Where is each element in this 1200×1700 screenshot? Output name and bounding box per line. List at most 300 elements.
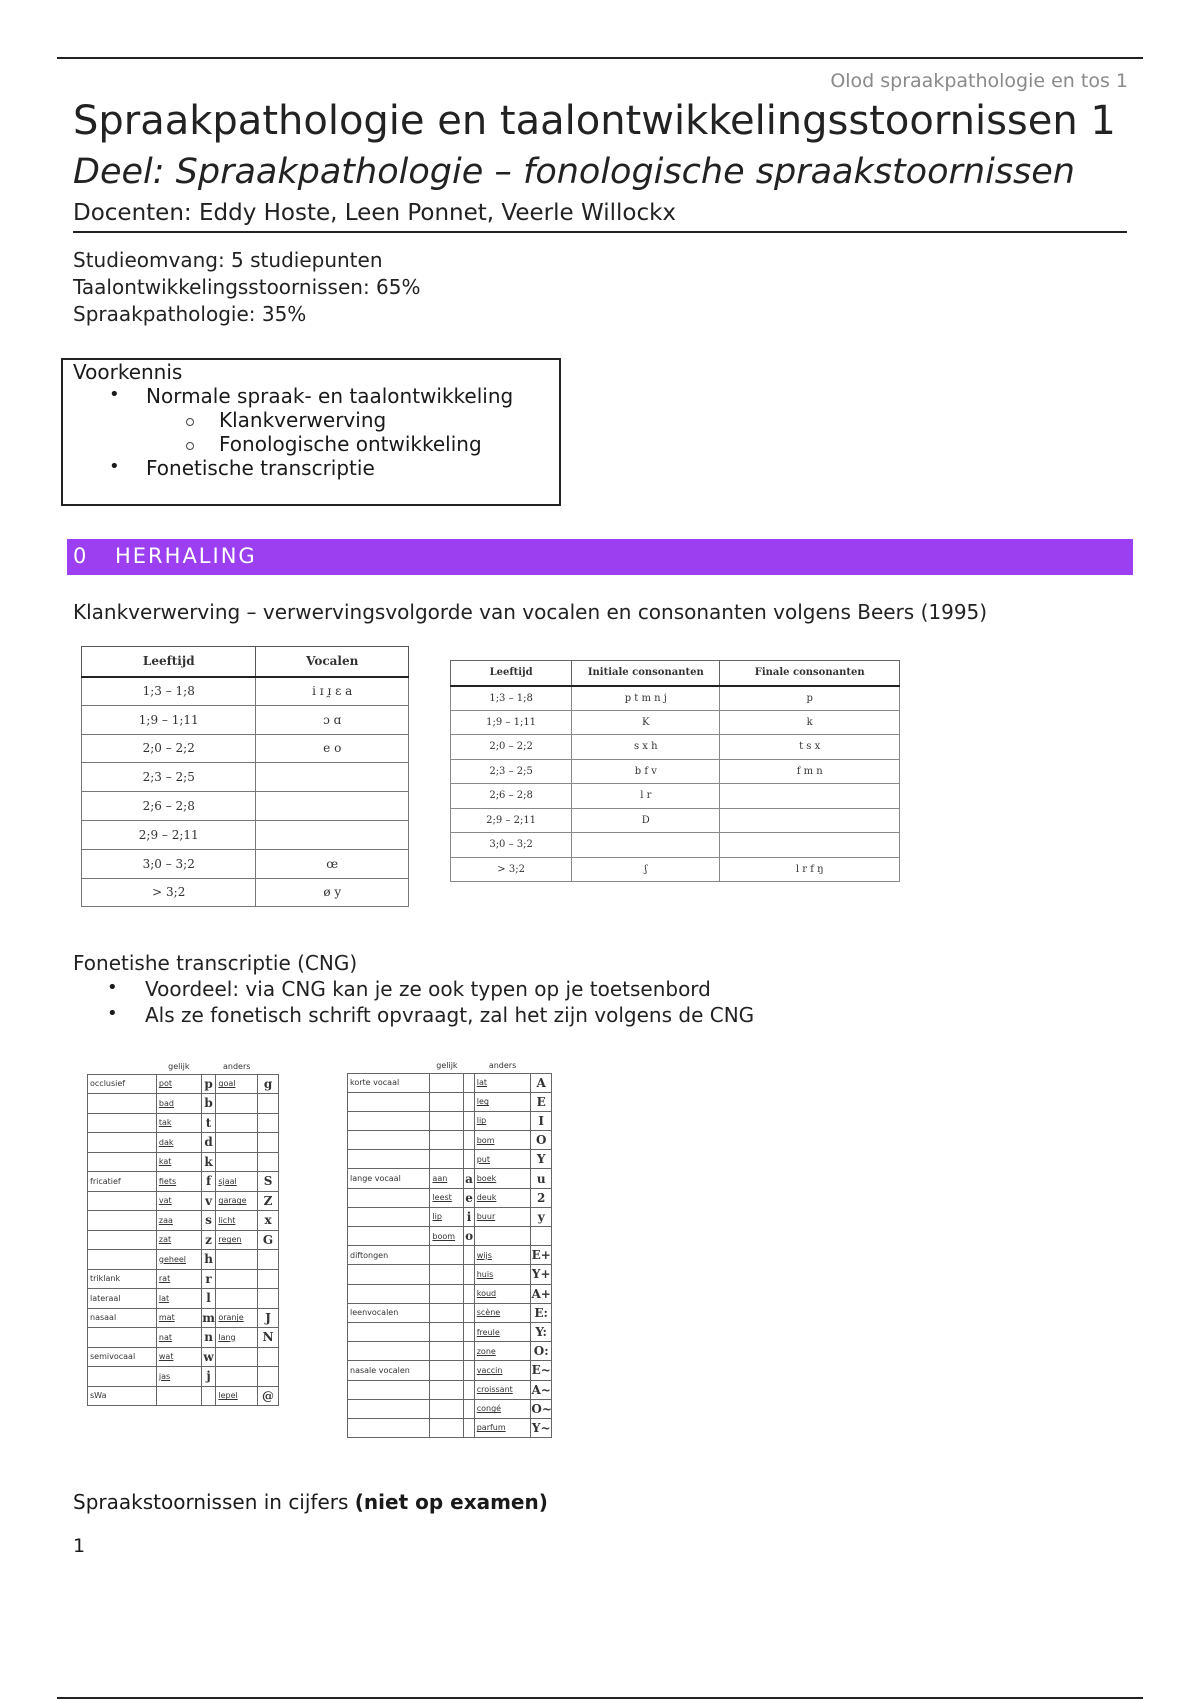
table-cell xyxy=(258,1094,279,1114)
table-cell: lange vocaal xyxy=(348,1169,430,1188)
table-header: gelijk xyxy=(168,1061,190,1071)
table-header: Initiale consonanten xyxy=(572,661,720,686)
table-cell xyxy=(258,1367,279,1387)
voorkennis-item: Normale spraak- en taalontwikkeling xyxy=(146,384,514,408)
table-header xyxy=(464,1058,474,1073)
table-row xyxy=(88,1386,279,1406)
table-row xyxy=(348,1303,552,1322)
table-cell: D xyxy=(572,808,720,833)
table-cell: bad xyxy=(156,1094,201,1114)
table-cell xyxy=(216,1094,258,1114)
table-cell: O~ xyxy=(531,1399,552,1418)
table-cell: p t m n j xyxy=(572,686,720,711)
table-cell xyxy=(216,1113,258,1133)
table-row xyxy=(451,857,900,882)
table-cell: r xyxy=(201,1269,216,1289)
table-cell xyxy=(430,1265,464,1284)
table-cell: deuk xyxy=(474,1188,531,1207)
table-cell: nasaal xyxy=(88,1308,157,1328)
table-cell: x xyxy=(258,1211,279,1231)
table-cell: 2;6 – 2;8 xyxy=(451,784,572,809)
table-row xyxy=(82,763,409,792)
table-cell xyxy=(256,820,409,849)
table-cell: lat xyxy=(474,1073,531,1092)
table-cell: zone xyxy=(474,1342,531,1361)
table-cell xyxy=(348,1342,430,1361)
table-row xyxy=(348,1361,552,1380)
table-row xyxy=(82,677,409,706)
table-cell: occlusief xyxy=(88,1074,157,1094)
table-cell: Y: xyxy=(531,1322,552,1341)
voorkennis-subitem: Klankverwerving xyxy=(219,408,387,432)
table-cell xyxy=(430,1284,464,1303)
table-cell: ʃ xyxy=(572,857,720,882)
table-cell: g xyxy=(258,1074,279,1094)
table-cell: garage xyxy=(216,1191,258,1211)
table-cell: d xyxy=(201,1133,216,1153)
table-cell: regen xyxy=(216,1230,258,1250)
table-header xyxy=(348,1058,430,1073)
table-header: Leeftijd xyxy=(451,661,572,686)
table-row xyxy=(348,1380,552,1399)
info-spraak: Spraakpathologie: 35% xyxy=(73,302,307,326)
table-cell xyxy=(258,1152,279,1172)
table-cell xyxy=(256,763,409,792)
table-row xyxy=(88,1172,279,1192)
table-cell: n xyxy=(201,1328,216,1348)
table-row xyxy=(348,1169,552,1188)
table-cell: rat xyxy=(156,1269,201,1289)
table-cell xyxy=(348,1284,430,1303)
table-cell: 2;0 – 2;2 xyxy=(82,734,256,763)
table-cell: aan xyxy=(430,1169,464,1188)
table-cell xyxy=(430,1418,464,1437)
info-studieomvang: Studieomvang: 5 studiepunten xyxy=(73,248,383,272)
table-header: Leeftijd xyxy=(82,647,256,677)
table-cell xyxy=(430,1111,464,1130)
table-cell: semivocaal xyxy=(88,1347,157,1367)
table-row xyxy=(348,1418,552,1437)
table-cell xyxy=(720,784,900,809)
table-cell: bom xyxy=(474,1131,531,1150)
table-row xyxy=(88,1074,279,1094)
table-header: anders xyxy=(488,1060,517,1070)
table-cell: lip xyxy=(430,1207,464,1226)
table-cell xyxy=(88,1191,157,1211)
table-row xyxy=(88,1250,279,1270)
table-row xyxy=(82,792,409,821)
table-cell: t xyxy=(201,1113,216,1133)
table-cell: I xyxy=(531,1111,552,1130)
table-cell: 2;9 – 2;11 xyxy=(451,808,572,833)
table-cell: goal xyxy=(216,1074,258,1094)
table-row xyxy=(348,1111,552,1130)
table-row xyxy=(348,1284,552,1303)
table-cell: Y~ xyxy=(531,1418,552,1437)
table-cell: jas xyxy=(156,1367,201,1387)
table-cell xyxy=(88,1230,157,1250)
table-cell: parfum xyxy=(474,1418,531,1437)
table-cell xyxy=(464,1111,474,1130)
table-cell: 2;3 – 2;5 xyxy=(451,759,572,784)
table-cell: lip xyxy=(474,1111,531,1130)
table-cell: 1;9 – 1;11 xyxy=(82,705,256,734)
table-cell: J xyxy=(258,1308,279,1328)
table-row xyxy=(88,1328,279,1348)
table-cell: diftongen xyxy=(348,1246,430,1265)
table-cell: congé xyxy=(474,1399,531,1418)
consonanten-table xyxy=(450,660,900,882)
table-row xyxy=(88,1347,279,1367)
table-cell: i ɪ ɪ̯ ɛ a xyxy=(256,677,409,706)
table-cell xyxy=(430,1342,464,1361)
table-cell xyxy=(88,1113,157,1133)
table-cell xyxy=(464,1150,474,1169)
table-cell: kat xyxy=(156,1152,201,1172)
table-cell xyxy=(201,1386,216,1406)
table-cell: 3;0 – 3;2 xyxy=(82,849,256,878)
table-cell xyxy=(156,1386,201,1406)
table-cell: nasale vocalen xyxy=(348,1361,430,1380)
table-cell xyxy=(348,1188,430,1207)
table-row xyxy=(82,734,409,763)
table-row xyxy=(348,1131,552,1150)
title-rule xyxy=(73,231,1127,233)
cng-consonant-table xyxy=(87,1059,279,1406)
table-cell xyxy=(464,1092,474,1111)
table-cell: œ xyxy=(256,849,409,878)
table-cell: l r f ŋ xyxy=(720,857,900,882)
table-cell: wat xyxy=(156,1347,201,1367)
table-cell: lang xyxy=(216,1328,258,1348)
table-row xyxy=(348,1150,552,1169)
table-cell xyxy=(88,1211,157,1231)
table-cell: lepel xyxy=(216,1386,258,1406)
table-cell: triklank xyxy=(88,1269,157,1289)
table-cell xyxy=(464,1380,474,1399)
page-number: 1 xyxy=(73,1535,86,1557)
table-cell: mat xyxy=(156,1308,201,1328)
table-cell xyxy=(348,1150,430,1169)
table-cell xyxy=(430,1131,464,1150)
table-cell: oranje xyxy=(216,1308,258,1328)
teachers-line: Docenten: Eddy Hoste, Leen Ponnet, Veerle Willockx xyxy=(73,200,677,226)
circle-bullet-icon xyxy=(186,418,194,426)
table-cell xyxy=(348,1418,430,1437)
table-row xyxy=(82,820,409,849)
table-cell: w xyxy=(201,1347,216,1367)
table-header: Vocalen xyxy=(256,647,409,677)
table-cell xyxy=(216,1367,258,1387)
voorkennis-subitem: Fonologische ontwikkeling xyxy=(219,432,482,456)
table-cell xyxy=(464,1361,474,1380)
table-cell xyxy=(531,1227,552,1246)
table-cell: boek xyxy=(474,1169,531,1188)
table-cell xyxy=(464,1303,474,1322)
table-cell: s x h xyxy=(572,735,720,760)
table-row xyxy=(88,1269,279,1289)
table-cell: 1;3 – 1;8 xyxy=(451,686,572,711)
table-cell xyxy=(430,1092,464,1111)
table-cell: u xyxy=(531,1169,552,1188)
table-cell: O xyxy=(531,1131,552,1150)
table-cell xyxy=(464,1322,474,1341)
table-cell: 3;0 – 3;2 xyxy=(451,833,572,858)
table-row xyxy=(88,1289,279,1309)
table-cell: put xyxy=(474,1150,531,1169)
table-cell: h xyxy=(201,1250,216,1270)
table-row xyxy=(348,1227,552,1246)
table-cell xyxy=(464,1399,474,1418)
table-cell: dak xyxy=(156,1133,201,1153)
table-cell: huis xyxy=(474,1265,531,1284)
table-row xyxy=(88,1152,279,1172)
table-cell xyxy=(430,1303,464,1322)
table-cell: 1;9 – 1;11 xyxy=(451,710,572,735)
table-cell: leg xyxy=(474,1092,531,1111)
table-cell: pot xyxy=(156,1074,201,1094)
bottom-rule xyxy=(57,1697,1143,1699)
table-cell: zat xyxy=(156,1230,201,1250)
table-cell: s xyxy=(201,1211,216,1231)
table-cell: k xyxy=(201,1152,216,1172)
table-cell: p xyxy=(201,1074,216,1094)
table-cell xyxy=(88,1152,157,1172)
table-cell: i xyxy=(464,1207,474,1226)
table-cell: E xyxy=(531,1092,552,1111)
circle-bullet-icon xyxy=(186,442,194,450)
table-cell xyxy=(348,1207,430,1226)
table-row xyxy=(451,808,900,833)
table-cell: scène xyxy=(474,1303,531,1322)
table-row xyxy=(451,833,900,858)
table-cell xyxy=(258,1269,279,1289)
table-cell: Y xyxy=(531,1150,552,1169)
table-cell: G xyxy=(258,1230,279,1250)
table-cell xyxy=(348,1111,430,1130)
table-cell xyxy=(348,1265,430,1284)
table-cell: O: xyxy=(531,1342,552,1361)
table-cell: buur xyxy=(474,1207,531,1226)
table-row xyxy=(88,1211,279,1231)
table-row xyxy=(348,1322,552,1341)
table-cell: k xyxy=(720,710,900,735)
document-title: Spraakpathologie en taalontwikkelingsstoornissen 1 xyxy=(73,98,1116,144)
table-cell: Y+ xyxy=(531,1265,552,1284)
table-cell xyxy=(348,1380,430,1399)
table-cell: freule xyxy=(474,1322,531,1341)
klankverwerving-heading: Klankverwerving – verwervingsvolgorde van vocalen en consonanten volgens Beers (1995) xyxy=(73,600,988,624)
table-cell: @ xyxy=(258,1386,279,1406)
table-cell: koud xyxy=(474,1284,531,1303)
table-cell: p xyxy=(720,686,900,711)
table-cell xyxy=(258,1289,279,1309)
table-cell xyxy=(216,1347,258,1367)
table-cell: ɔ ɑ xyxy=(256,705,409,734)
running-head: Olod spraakpathologie en tos 1 xyxy=(830,70,1128,92)
voorkennis-item: Fonetische transcriptie xyxy=(146,456,375,480)
table-row xyxy=(88,1094,279,1114)
cng-bullet: Als ze fonetisch schrift opvraagt, zal het zijn volgens de CNG xyxy=(145,1003,755,1027)
vocalen-table xyxy=(81,646,409,907)
table-cell: lat xyxy=(156,1289,201,1309)
table-cell: A+ xyxy=(531,1284,552,1303)
section-number: 0 xyxy=(73,544,89,568)
table-cell xyxy=(464,1342,474,1361)
table-row xyxy=(88,1308,279,1328)
table-cell xyxy=(430,1361,464,1380)
table-cell: K xyxy=(572,710,720,735)
table-cell: leest xyxy=(430,1188,464,1207)
table-cell xyxy=(348,1227,430,1246)
table-row xyxy=(82,705,409,734)
table-cell xyxy=(216,1152,258,1172)
table-cell xyxy=(258,1133,279,1153)
table-cell: E~ xyxy=(531,1361,552,1380)
table-row xyxy=(348,1092,552,1111)
table-cell xyxy=(572,833,720,858)
table-row xyxy=(348,1342,552,1361)
table-row xyxy=(451,759,900,784)
table-cell: zaa xyxy=(156,1211,201,1231)
table-cell xyxy=(464,1284,474,1303)
table-cell: t s x xyxy=(720,735,900,760)
table-cell: fricatief xyxy=(88,1172,157,1192)
table-cell: leenvocalen xyxy=(348,1303,430,1322)
info-taal: Taalontwikkelingsstoornissen: 65% xyxy=(73,275,421,299)
bullet-icon: • xyxy=(107,1003,118,1024)
table-cell: b f v xyxy=(572,759,720,784)
table-cell xyxy=(464,1265,474,1284)
cng-vowel-table xyxy=(347,1058,552,1438)
table-cell xyxy=(216,1250,258,1270)
table-cell: m xyxy=(201,1308,216,1328)
table-cell: v xyxy=(201,1191,216,1211)
table-row xyxy=(451,686,900,711)
table-row xyxy=(88,1133,279,1153)
table-cell xyxy=(88,1133,157,1153)
table-cell: f m n xyxy=(720,759,900,784)
table-cell: o xyxy=(464,1227,474,1246)
table-cell: e xyxy=(464,1188,474,1207)
table-cell xyxy=(256,792,409,821)
table-cell: S xyxy=(258,1172,279,1192)
table-row xyxy=(451,710,900,735)
table-cell xyxy=(720,833,900,858)
bullet-icon: • xyxy=(109,384,120,405)
table-cell: y xyxy=(531,1207,552,1226)
table-row xyxy=(88,1191,279,1211)
table-row xyxy=(82,849,409,878)
bullet-icon: • xyxy=(107,977,118,998)
top-rule xyxy=(57,57,1143,59)
spraakstoornissen-line xyxy=(73,1490,548,1514)
table-cell xyxy=(216,1269,258,1289)
table-row xyxy=(348,1207,552,1226)
section-title: HERHALING xyxy=(115,544,257,568)
table-row xyxy=(88,1230,279,1250)
table-cell: a xyxy=(464,1169,474,1188)
table-cell: 2;0 – 2;2 xyxy=(451,735,572,760)
spraakstoornissen-text: Spraakstoornissen in cijfers xyxy=(73,1490,355,1514)
table-cell: sWa xyxy=(88,1386,157,1406)
table-header: Finale consonanten xyxy=(720,661,900,686)
table-cell xyxy=(258,1250,279,1270)
table-cell: Z xyxy=(258,1191,279,1211)
cng-heading: Fonetishe transcriptie (CNG) xyxy=(73,951,358,975)
table-cell: 2;6 – 2;8 xyxy=(82,792,256,821)
table-header xyxy=(258,1059,279,1074)
table-cell: fiets xyxy=(156,1172,201,1192)
table-cell xyxy=(464,1418,474,1437)
table-cell: vat xyxy=(156,1191,201,1211)
table-cell: tak xyxy=(156,1113,201,1133)
table-cell xyxy=(348,1322,430,1341)
table-cell: E: xyxy=(531,1303,552,1322)
table-row xyxy=(348,1246,552,1265)
table-row xyxy=(348,1265,552,1284)
table-row xyxy=(451,784,900,809)
table-cell: nat xyxy=(156,1328,201,1348)
table-cell: sjaal xyxy=(216,1172,258,1192)
table-cell: N xyxy=(258,1328,279,1348)
table-row xyxy=(348,1188,552,1207)
table-cell: 2;9 – 2;11 xyxy=(82,820,256,849)
table-cell: A~ xyxy=(531,1380,552,1399)
table-cell xyxy=(430,1246,464,1265)
table-row xyxy=(348,1073,552,1092)
table-cell xyxy=(88,1250,157,1270)
table-cell xyxy=(430,1150,464,1169)
table-cell: f xyxy=(201,1172,216,1192)
table-cell: licht xyxy=(216,1211,258,1231)
table-header: gelijk xyxy=(436,1060,458,1070)
table-cell xyxy=(430,1073,464,1092)
table-cell: 2;3 – 2;5 xyxy=(82,763,256,792)
table-cell: vaccin xyxy=(474,1361,531,1380)
table-cell: j xyxy=(201,1367,216,1387)
table-header xyxy=(88,1059,157,1074)
table-cell: boom xyxy=(430,1227,464,1246)
table-cell xyxy=(88,1367,157,1387)
section-heading-bar xyxy=(67,539,1133,575)
table-cell xyxy=(430,1399,464,1418)
table-cell: b xyxy=(201,1094,216,1114)
table-cell xyxy=(216,1289,258,1309)
table-cell: E+ xyxy=(531,1246,552,1265)
table-cell xyxy=(430,1380,464,1399)
table-header: anders xyxy=(223,1061,251,1071)
table-cell xyxy=(464,1131,474,1150)
table-cell xyxy=(88,1094,157,1114)
voorkennis-title: Voorkennis xyxy=(73,360,183,384)
table-cell: korte vocaal xyxy=(348,1073,430,1092)
table-cell xyxy=(348,1131,430,1150)
table-row xyxy=(348,1399,552,1418)
table-cell xyxy=(258,1113,279,1133)
table-cell: ø y xyxy=(256,878,409,907)
table-cell: > 3;2 xyxy=(82,878,256,907)
table-cell xyxy=(88,1328,157,1348)
table-cell: geheel xyxy=(156,1250,201,1270)
table-cell xyxy=(464,1246,474,1265)
table-cell xyxy=(474,1227,531,1246)
table-cell: e o xyxy=(256,734,409,763)
voorkennis-box xyxy=(61,358,561,506)
table-row xyxy=(82,878,409,907)
document-subtitle: Deel: Spraakpathologie – fonologische spraakstoornissen xyxy=(73,152,1075,192)
bullet-icon: • xyxy=(109,456,120,477)
